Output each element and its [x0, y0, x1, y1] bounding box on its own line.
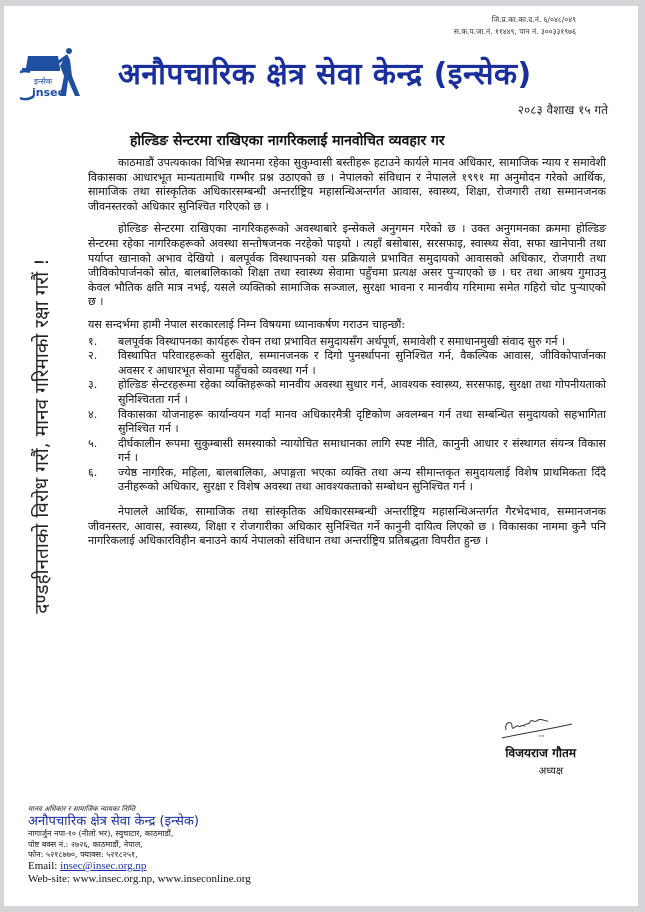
side-slogan-text: दण्डहीनताको विरोध गरौं, मानव गरिमाको रक्षा गरौं ! [31, 258, 53, 614]
footer-tagline: मानव अधिकार र सामाजिक न्यायका निम्ति [28, 805, 136, 813]
insec-logo [20, 46, 80, 116]
demand-text: विस्थापित परिवारहरूको सुरक्षित, सम्मानजनक र दिगो पुनर्स्थापना सुनिश्चित गर्न, वैकल्पिक आवास, जीविकोपार्जनका अवसर र आधारभूत सेवामा पहुँचको व्यवस्था गर्न । [118, 349, 606, 377]
footer-address: नागार्जुन नपा-१० (नीलो भर), स्युचाटार, काठमाडौं, [28, 829, 174, 839]
demand-text: होल्डिङ सेन्टरहरूमा रहेका व्यक्तिहरूको मानवीय अवस्था सुधार गर्न, आवश्यक स्वास्थ्य, सरसफाइ, सुरक्षा तथा गोपनीयताको सुनिश्चितता गर्न । [118, 378, 606, 406]
demand-number: १. [88, 334, 98, 348]
signatory-name: विजयराज गौतम [505, 746, 576, 760]
logo-text-nepali: इन्सेक [34, 77, 53, 86]
demand-number: ६. [88, 465, 98, 479]
footer-email-line [28, 860, 251, 873]
letter-body [88, 156, 606, 557]
footer-contact [28, 804, 251, 886]
demand-text: दीर्घकालीन रूपमा सुकुम्बासी समस्याको न्यायोचित समाधानका लागि स्पष्ट नीति, कानुनी आधार र संस्थागत संयन्त्र विकास गर्न । [118, 436, 606, 465]
side-slogan [26, 181, 56, 691]
signature-image [500, 712, 580, 742]
demand-item [88, 408, 606, 437]
demand-text: बलपूर्वक विस्थापनका कार्यहरू रोक्न तथा प्रभावित समुदायसँग अर्थपूर्ण, समावेशी र समाधानमुखी संवाद सुरु गर्न । [118, 334, 566, 348]
email-link[interactable]: insec@insec.org.np [60, 860, 147, 873]
demand-number: ५. [88, 436, 98, 450]
demand-text: ज्येष्ठ नागरिक, महिला, बालबालिका, अपाङ्गता भएका व्यक्ति तथा अन्य सीमान्तकृत समुदायलाई विशेष प्राथमिकता दिँदै उनीहरूको अधिकार, सुरक्षा र विशेष अवस्था तथा आवश्यकताको सम्बोधन सुनिश्चित गर्न । [118, 465, 606, 494]
letter-page [4, 6, 638, 906]
demand-item [88, 335, 606, 350]
website-label: Web-site: [28, 873, 70, 886]
website-links[interactable]: www.insec.org.np, www.inseconline.org [72, 873, 251, 886]
paragraph: काठमाडौं उपत्यकाका विभिन्न स्थानमा रहेका सुकुम्वासी बस्तीहरू हटाउने कार्यले मानव अधिकार, सामाजिक न्याय र समावेशी विकासका आधारभूत मान्यतामाथि गम्भीर प्रश्न उठाएको छ । नेपालको संविधान र नेपालले १९९१ मा अनुमोदन गरेको आर्थिक, सामाजिक तथा सांस्कृतिक अधिकारसम्बन्धी अन्तर्राष्ट्रिय महासन्धिअन्तर्गत आवास, स्वास्थ्य, शिक्षा, रोजगारी तथा सम्मानजनक जीवनस्तरको अधिकार सुनिश्चित गरिएको छ । [88, 156, 606, 213]
demand-number: ३. [88, 378, 98, 392]
paragraph: होल्डिङ सेन्टरमा राखिएका नागरिकहरूको अवस्थाबारे इन्सेकले अनुगमन गरेको छ । उक्त अनुगमनका क्रममा होल्डिङ सेन्टरमा रहेका नागरिकहरूको अवस्था सन्तोषजनक नरहेको पाइयो । त्यहाँ बसोबास, सरसफाइ, स्वास्थ्य सेवा, सफा खानेपानी तथा पर्याप्त खानाको अभाव देखियो । बलपूर्वक विस्थापनको यस प्रक्रियाले प्रभावित समुदायको आवासको अधिकार, रोजगारी तथा जीविकोपार्जनको स्रोत, बालबालिकाको शिक्षा तथा स्वास्थ्य सेवामा पहुँचमा प्रत्यक्ष असर पुर्‍याएको छ । घर तथा आश्रय गुमाउनु केवल भौतिक क्षति मात्र नभई, यसले व्यक्तिको सामाजिक सञ्जाल, सुरक्षा भावना र मानवीय गरिमामा समेत गहिरो चोट पुर्‍याएको छ । [88, 222, 606, 309]
email-label: Email: [28, 860, 58, 873]
demands-intro: यस सन्दर्भमा हामी नेपाल सरकारलाई निम्न विषयमा ध्यानाकर्षण गराउन चाहन्छौं: [88, 317, 406, 331]
closing-paragraph: नेपालले आर्थिक, सामाजिक तथा सांस्कृतिक अधिकारसम्बन्धी अन्तर्राष्ट्रिय महासन्धिअन्तर्गत गैरभेदभाव, सम्मानजनक जीवनस्तर, आवास, स्वास्थ्य, शिक्षा र रोजगारीका अधिकार सुनिश्चित गर्ने कानुनी दायित्व लिएको छ । विकासका नाममा कुनै पनि नागरिकलाई अधिकारविहीन बनाउने कार्य नेपालको संविधान तथा अन्तर्राष्ट्रिय प्रतिबद्धता विपरीत हुन्छ । [88, 505, 606, 548]
organization-name: अनौपचारिक क्षेत्र सेवा केन्द्र (इन्सेक) [118, 57, 532, 92]
demand-number: ४. [88, 407, 98, 421]
footer-organization-name: अनौपचारिक क्षेत्र सेवा केन्द्र (इन्सेक) [28, 814, 199, 830]
demand-item [88, 378, 606, 407]
logo-text-english: insec [32, 86, 65, 99]
signatory-title: अध्यक्ष [538, 766, 563, 777]
demand-item [88, 437, 606, 466]
footer-website-line [28, 873, 251, 886]
press-release-headline: होल्डिङ सेन्टरमा राखिएका नागरिकलाई मानवोचित व्यवहार गर [130, 133, 445, 149]
registration-number-2: स.क.प.जा.नं. ११४४९, पान नं. ३००३३१९७६ [453, 27, 576, 36]
demand-number: २. [88, 349, 98, 363]
demands-list [88, 335, 606, 496]
letter-date: २०८३ वैशाख १५ गते [517, 103, 608, 117]
demand-item [88, 466, 606, 495]
footer-phone-fax: फोन: ५२१८७७०, फ्याक्स: ५२१८२५१, [28, 849, 138, 859]
demand-text: विकासका योजनाहरू कार्यान्वयन गर्दा मानव अधिकारमैत्री दृष्टिकोण अवलम्बन गर्न तथा सम्बन्धित समुदायको सहभागिता सुनिश्चित गर्न । [118, 407, 606, 436]
demand-item [88, 349, 606, 378]
footer-po-box: पोष्ट बक्स नं.: २७२६, काठमाडौं, नेपाल, [28, 839, 143, 849]
registration-number: जि.प्र.का.का.द.नं. ६/०४८/०४९ [491, 15, 576, 24]
